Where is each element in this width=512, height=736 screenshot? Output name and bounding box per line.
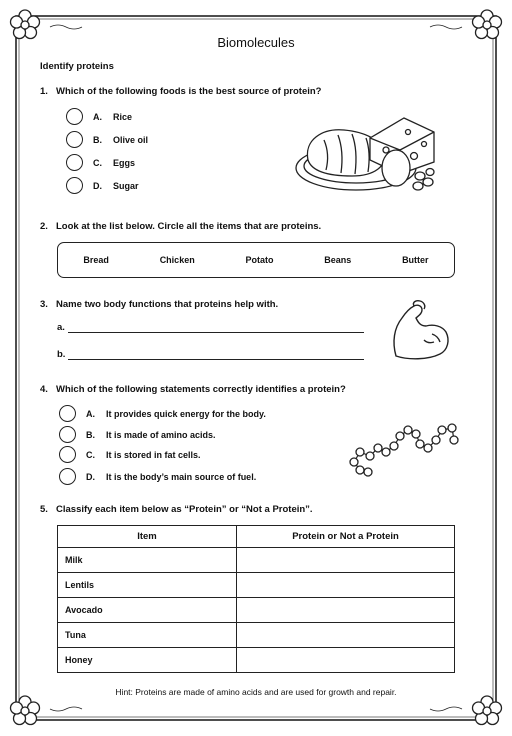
amino-acid-chain-icon bbox=[348, 418, 460, 478]
item-cell: Avocado bbox=[58, 598, 237, 623]
word-item[interactable]: Potato bbox=[245, 255, 274, 265]
table-row bbox=[58, 573, 455, 598]
option-text: Rice bbox=[113, 111, 133, 122]
answer-option[interactable] bbox=[59, 405, 266, 422]
question-text: Classify each item below as “Protein” or “Not a Protein”. bbox=[56, 504, 313, 515]
option-text: It is stored in fat cells. bbox=[106, 449, 201, 460]
question-text: Which of the following foods is the best source of protein? bbox=[56, 86, 322, 97]
option-text: Sugar bbox=[113, 180, 139, 191]
flower-icon bbox=[469, 693, 505, 729]
question-number: 1. bbox=[40, 86, 48, 97]
option-letter: C. bbox=[86, 449, 95, 460]
answer-bubble[interactable] bbox=[66, 154, 83, 171]
table-header-row bbox=[58, 526, 455, 548]
option-letter: A. bbox=[86, 408, 95, 419]
option-letter: A. bbox=[93, 111, 102, 122]
classification-table bbox=[57, 525, 455, 673]
option-letter: B. bbox=[86, 429, 95, 440]
question-4 bbox=[40, 384, 346, 395]
table-row bbox=[58, 548, 455, 573]
option-letter: D. bbox=[86, 471, 95, 482]
question-number: 3. bbox=[40, 299, 48, 310]
word-item[interactable]: Beans bbox=[324, 255, 352, 265]
column-header-item: Item bbox=[58, 526, 237, 548]
flower-icon bbox=[7, 693, 43, 729]
answer-cell[interactable] bbox=[237, 573, 455, 598]
answer-bubble[interactable] bbox=[59, 446, 76, 463]
answer-line[interactable] bbox=[57, 322, 364, 333]
option-text: It is made of amino acids. bbox=[106, 429, 216, 440]
option-text: It provides quick energy for the body. bbox=[106, 408, 266, 419]
option-text: Eggs bbox=[113, 157, 136, 168]
option-text: It is the body’s main source of fuel. bbox=[106, 471, 257, 482]
option-letter: B. bbox=[93, 134, 102, 145]
answer-bubble[interactable] bbox=[66, 177, 83, 194]
question-5 bbox=[40, 504, 313, 515]
question-2 bbox=[40, 221, 321, 232]
table-row bbox=[58, 623, 455, 648]
question-text: Which of the following statements correctly identifies a protein? bbox=[56, 384, 346, 395]
answer-cell[interactable] bbox=[237, 548, 455, 573]
answer-option[interactable] bbox=[59, 426, 216, 443]
answer-bubble[interactable] bbox=[59, 468, 76, 485]
option-text: Olive oil bbox=[113, 134, 149, 145]
table-row bbox=[58, 598, 455, 623]
food-plate-icon bbox=[294, 110, 444, 195]
question-number: 4. bbox=[40, 384, 48, 395]
line-label: b. bbox=[57, 349, 66, 360]
word-item[interactable]: Butter bbox=[402, 255, 429, 265]
answer-bubble[interactable] bbox=[59, 405, 76, 422]
answer-bubble[interactable] bbox=[66, 108, 83, 125]
flexed-arm-icon bbox=[388, 296, 454, 362]
table-row bbox=[58, 648, 455, 673]
answer-cell[interactable] bbox=[237, 648, 455, 673]
option-letter: D. bbox=[93, 180, 102, 191]
answer-option[interactable] bbox=[66, 177, 139, 194]
answer-line[interactable] bbox=[57, 349, 364, 360]
hint-text: Hint: Proteins are made of amino acids and are used for growth and repair. bbox=[115, 687, 397, 697]
write-line[interactable] bbox=[68, 323, 364, 333]
answer-option[interactable] bbox=[66, 131, 148, 148]
item-cell: Tuna bbox=[58, 623, 237, 648]
column-header-classification: Protein or Not a Protein bbox=[237, 526, 455, 548]
item-cell: Milk bbox=[58, 548, 237, 573]
word-item[interactable]: Chicken bbox=[159, 255, 195, 265]
answer-cell[interactable] bbox=[237, 623, 455, 648]
question-number: 2. bbox=[40, 221, 48, 232]
answer-bubble[interactable] bbox=[66, 131, 83, 148]
answer-option[interactable] bbox=[59, 446, 201, 463]
option-letter: C. bbox=[93, 157, 102, 168]
answer-option[interactable] bbox=[66, 154, 135, 171]
line-label: a. bbox=[57, 322, 65, 333]
question-1 bbox=[40, 86, 321, 97]
question-text: Look at the list below. Circle all the items that are proteins. bbox=[56, 221, 322, 232]
question-number: 5. bbox=[40, 504, 48, 515]
item-cell: Honey bbox=[58, 648, 237, 673]
write-line[interactable] bbox=[68, 350, 364, 360]
word-list-box bbox=[57, 242, 455, 278]
answer-bubble[interactable] bbox=[59, 426, 76, 443]
question-text: Name two body functions that proteins help with. bbox=[56, 299, 279, 310]
word-item[interactable]: Bread bbox=[83, 255, 109, 265]
page-title: Biomolecules bbox=[217, 35, 295, 50]
question-3 bbox=[40, 299, 278, 310]
answer-option[interactable] bbox=[59, 468, 256, 485]
answer-option[interactable] bbox=[66, 108, 132, 125]
item-cell: Lentils bbox=[58, 573, 237, 598]
answer-cell[interactable] bbox=[237, 598, 455, 623]
section-heading: Identify proteins bbox=[40, 61, 114, 72]
